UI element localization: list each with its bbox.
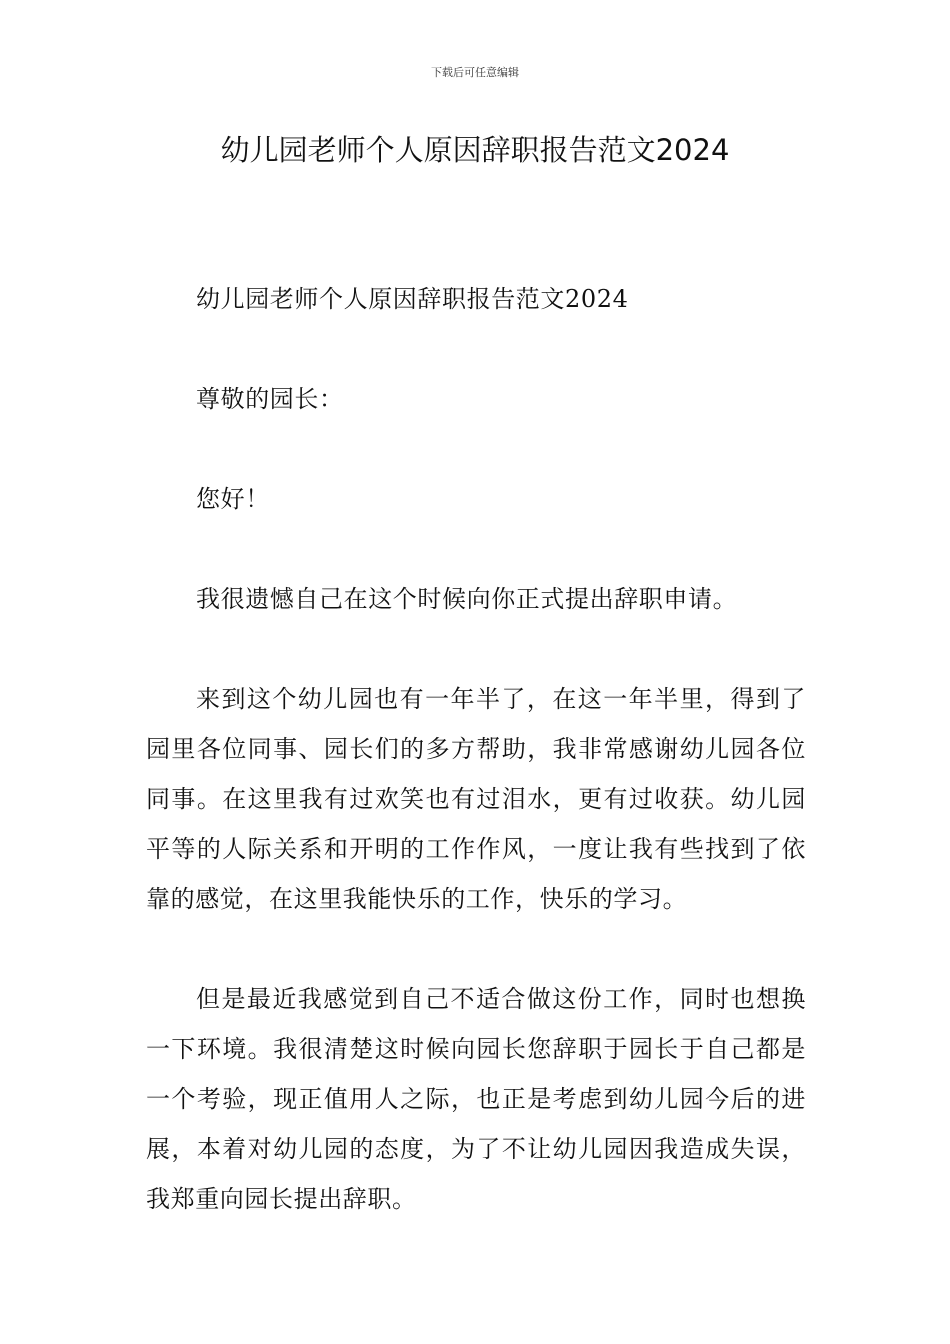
- paragraph: 我很遗憾自己在这个时候向你正式提出辞职申请。: [196, 585, 738, 613]
- header-note: 下载后可任意编辑: [431, 66, 519, 79]
- document-title: 幼儿园老师个人原因辞职报告范文2024: [220, 133, 730, 167]
- paragraph: 来到这个幼儿园也有一年半了，在这一年半里，得到了园里各位同事、园长们的多方帮助，我非常感谢幼儿园各位同事。在这里我有过欢笑也有过泪水，更有过收获。幼儿园平等的人际关系和开明的工作作风，一度让我有些找到了依靠的感觉，在这里我能快乐的工作，快乐的学习。: [146, 685, 806, 913]
- document-subtitle: 幼儿园老师个人原因辞职报告范文2024: [196, 285, 629, 313]
- greeting: 您好！: [196, 485, 270, 513]
- paragraph: 但是最近我感觉到自己不适合做这份工作，同时也想换一下环境。我很清楚这时候向园长您辞职于园长于自己都是一个考验，现正值用人之际，也正是考虑到幼儿园今后的进展，本着对幼儿园的态度，为了不让幼儿园因我造成失误，我郑重向园长提出辞职。: [146, 985, 806, 1213]
- salutation: 尊敬的园长：: [196, 385, 344, 413]
